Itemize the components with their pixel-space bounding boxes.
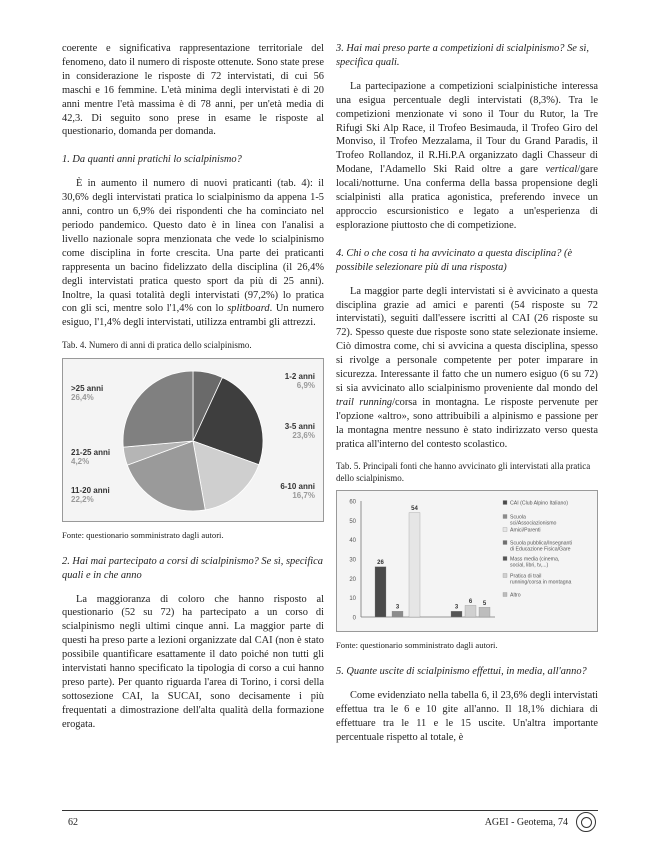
pie-category-label: 21-25 anni	[71, 447, 111, 457]
pie-chart	[63, 359, 323, 521]
paragraph: coerente e significativa rappresentazione territoriale del fenomeno, dato il numero di risposte ottenute. Sono state prese in considerazione le risposte di 72 intervistati, di cui 56 maschi e 16 femmine. L'età minima degli intervistati è di 20 anni mentre l'età massima è di 78 anni, per un'età media di 42,3. Di seguito sono prese in esame le risposte al questionario, domanda per domanda.	[62, 43, 324, 138]
legend-entry: Scuola pubblica/Insegnanti di Educazione Fisica/Gare	[510, 540, 573, 553]
pie-value-label: 4,2%	[71, 456, 90, 466]
question-heading-2: 2. Hai mai partecipato a corsi di scialpinismo? Se sì, specifica quali e in che anno	[62, 555, 323, 581]
y-tick-label: 50	[349, 519, 356, 526]
right-column	[336, 42, 598, 745]
bar	[479, 608, 490, 618]
pie-value-label: 26,4%	[71, 392, 94, 402]
journal-seal-icon	[576, 812, 596, 832]
question-heading-3: 3. Hai mai preso parte a competizioni di scialpinismo? Se sì, specifica quali.	[336, 43, 590, 68]
bar	[392, 612, 403, 618]
question-heading-4: 4. Chi o che cosa ti ha avvicinato a questa disciplina? (è possibile selezionare più di una risposta)	[336, 247, 573, 273]
pie-slice	[123, 371, 193, 447]
legend-swatch	[503, 501, 507, 505]
legend-swatch	[503, 593, 507, 597]
y-tick-label: 40	[349, 538, 356, 545]
table-source: Fonte: questionario somministrato dagli autori.	[336, 640, 498, 651]
legend-swatch	[503, 541, 507, 545]
pie-category-label: 11-20 anni	[71, 485, 110, 495]
table-caption: Tab. 5. Principali fonti che hanno avvicinato gli intervistati alla pratica dello scialpinismo.	[336, 461, 591, 483]
legend-entry: Altro	[510, 592, 521, 599]
legend-entry: CAI (Club Alpino Italiano)	[510, 500, 568, 507]
bar-value-label: 3	[395, 605, 400, 612]
left-column	[62, 42, 324, 732]
legend-swatch	[503, 528, 507, 532]
legend-swatch	[503, 557, 507, 561]
bar-value-label: 3	[454, 605, 459, 612]
bar-value-label: 6	[468, 599, 473, 606]
pie-value-label: 23,6%	[292, 430, 315, 440]
journal-name: AGEI - Geotema, 74	[484, 817, 568, 828]
paragraph: Come evidenziato nella tabella 6, il 23,6% degli intervistati effettua tra le 6 e 10 gite all'anno. Il 18,1% dichiara di effettuare tra le 11 e le 15 uscite. Un'altra importante percentuale rispetto al totale, è	[336, 690, 598, 744]
bar-value-label: 54	[411, 506, 418, 513]
pie-value-label: 16,7%	[292, 490, 315, 500]
bar	[375, 567, 386, 617]
bar	[451, 612, 462, 618]
paragraph: La maggior parte degli intervistati si è avvicinato a questa disciplina grazie ad amici e parenti (54 risposte su 72 intervistati), seguiti dall'essere iscritti al CAI (26 risposte su 72). Spesso queste due risposte sono state selezionate insieme. Ciò dimostra come, chi si avvicina a questa disciplina, spesso si rivolge a personale competente per poter imparare in sicurezza. Interessante il fatto che un numero esiguo (6 su 72) si sia avvicinato allo scialpinismo proveniente dal mondo del trail running/corsa in montagna. Le risposte pervenute per l'opzione «altro», sono attribuibili a alpinismo e passione per la montagna mentre nessuno è stato indirizzato verso questa pratica all'interno del contesto scolastico.	[336, 285, 598, 450]
bar	[409, 513, 420, 617]
pie-value-label: 6,9%	[296, 380, 315, 390]
pie-category-label: 3-5 anni	[284, 421, 315, 431]
bar-value-label: 26	[377, 560, 384, 567]
y-tick-label: 10	[349, 596, 356, 603]
paragraph: La partecipazione a competizioni scialpinistiche interessa una esigua percentuale degli intervistati (8,3%). Tra le competizioni menzionate vi sono il Tour du Rutor, la Tre Rifugi Ski Alp Race, il Trofeo Besimauda, il Trofeo Giro del Monviso, il Trofeo Mezzalama, il Tour du Grand Paradis, il Trofeo Rollandoz, il R.Hi.P.A organizzato dagli Chasseur di Modane, l'Adamello Ski Raid oltre a gare vertical/gare locali/notturne. Una conferma della bassa propensione degli scialpinisti alla pratica agonistica, preferendo invece un approccio escursionistico e legato a un'esperienza di esplorazione piuttosto che di competizione.	[336, 80, 598, 231]
bar-chart	[337, 491, 597, 631]
paragraph: È in aumento il numero di nuovi praticanti (tab. 4): il 30,6% degli intervistati pratica lo scialpinismo da appena 1-5 anni, contro un 6,9% dei rispondenti che ha cominciato nel periodo pandemico. Questo dato è in linea con l'analisi a livello nazionale sopra menzionata che vede lo scialpinismo come disciplina in forte crescita. Una parte dei praticanti rappresenta un bacino fidelizzato della disciplina (il 26,4% degli intervistati pratica questo sport da più di 25 anni). Inoltre, la quasi totalità degli intervistati (97,2%) lo pratica con gli sci, mentre solo l'1,4% con lo splitboard. Un numero esiguo, l'1,4% degli intervistati, utilizza entrambi gli attrezzi.	[62, 178, 324, 329]
page-number: 62	[68, 817, 78, 828]
table-source: Fonte: questionario somministrato dagli autori.	[62, 529, 224, 540]
legend-entry: Scuola sci/Associazionismo	[510, 514, 557, 527]
y-tick-label: 20	[349, 577, 356, 584]
legend-entry: Amici/Parenti	[510, 527, 541, 534]
paragraph: La maggioranza di coloro che hanno risposto al questionario (52 su 72) ha partecipato a un corso di scialpinismo negli ultimi cinque anni. La maggior parte di questi ha preso parte a lezioni organizzate dal CAI (non è stato possibile quantificare esattamente il dato poiché non tutti gli intervistati hanno specificato la tipologia di corso a cui hanno preso parte). Per quanto riguarda l'area di Torino, i corsi della sottosezione CAI, la SUCAI, sono decisamente i più frequentati a dimostrazione dell'alta qualità della formazione erogata.	[62, 593, 324, 730]
table-caption: Tab. 4. Numero di anni di pratica dello scialpinismo.	[62, 340, 252, 351]
legend-swatch	[503, 574, 507, 578]
legend-entry: Pratica di trail running/corsa in montagna	[510, 573, 572, 586]
pie-category-label: 6-10 anni	[280, 481, 315, 491]
y-tick-label: 30	[349, 557, 356, 564]
bar	[465, 606, 476, 618]
legend-swatch	[503, 515, 507, 519]
question-heading-5: 5. Quante uscite di scialpinismo effettui, in media, all'anno?	[336, 666, 587, 678]
page-footer	[62, 810, 598, 833]
question-heading-1: 1. Da quanti anni pratichi lo scialpinismo?	[62, 154, 242, 166]
pie-value-label: 22,2%	[71, 494, 94, 504]
pie-category-label: 1-2 anni	[284, 371, 315, 381]
pie-category-label: >25 anni	[71, 383, 104, 393]
bar-chart-box	[336, 490, 598, 632]
y-tick-label: 0	[352, 615, 356, 622]
bar-value-label: 5	[482, 601, 487, 608]
y-tick-label: 60	[349, 499, 356, 506]
legend-entry: Mass media (cinema, social, libri, tv,...)	[510, 556, 560, 569]
pie-chart-box	[62, 358, 324, 522]
